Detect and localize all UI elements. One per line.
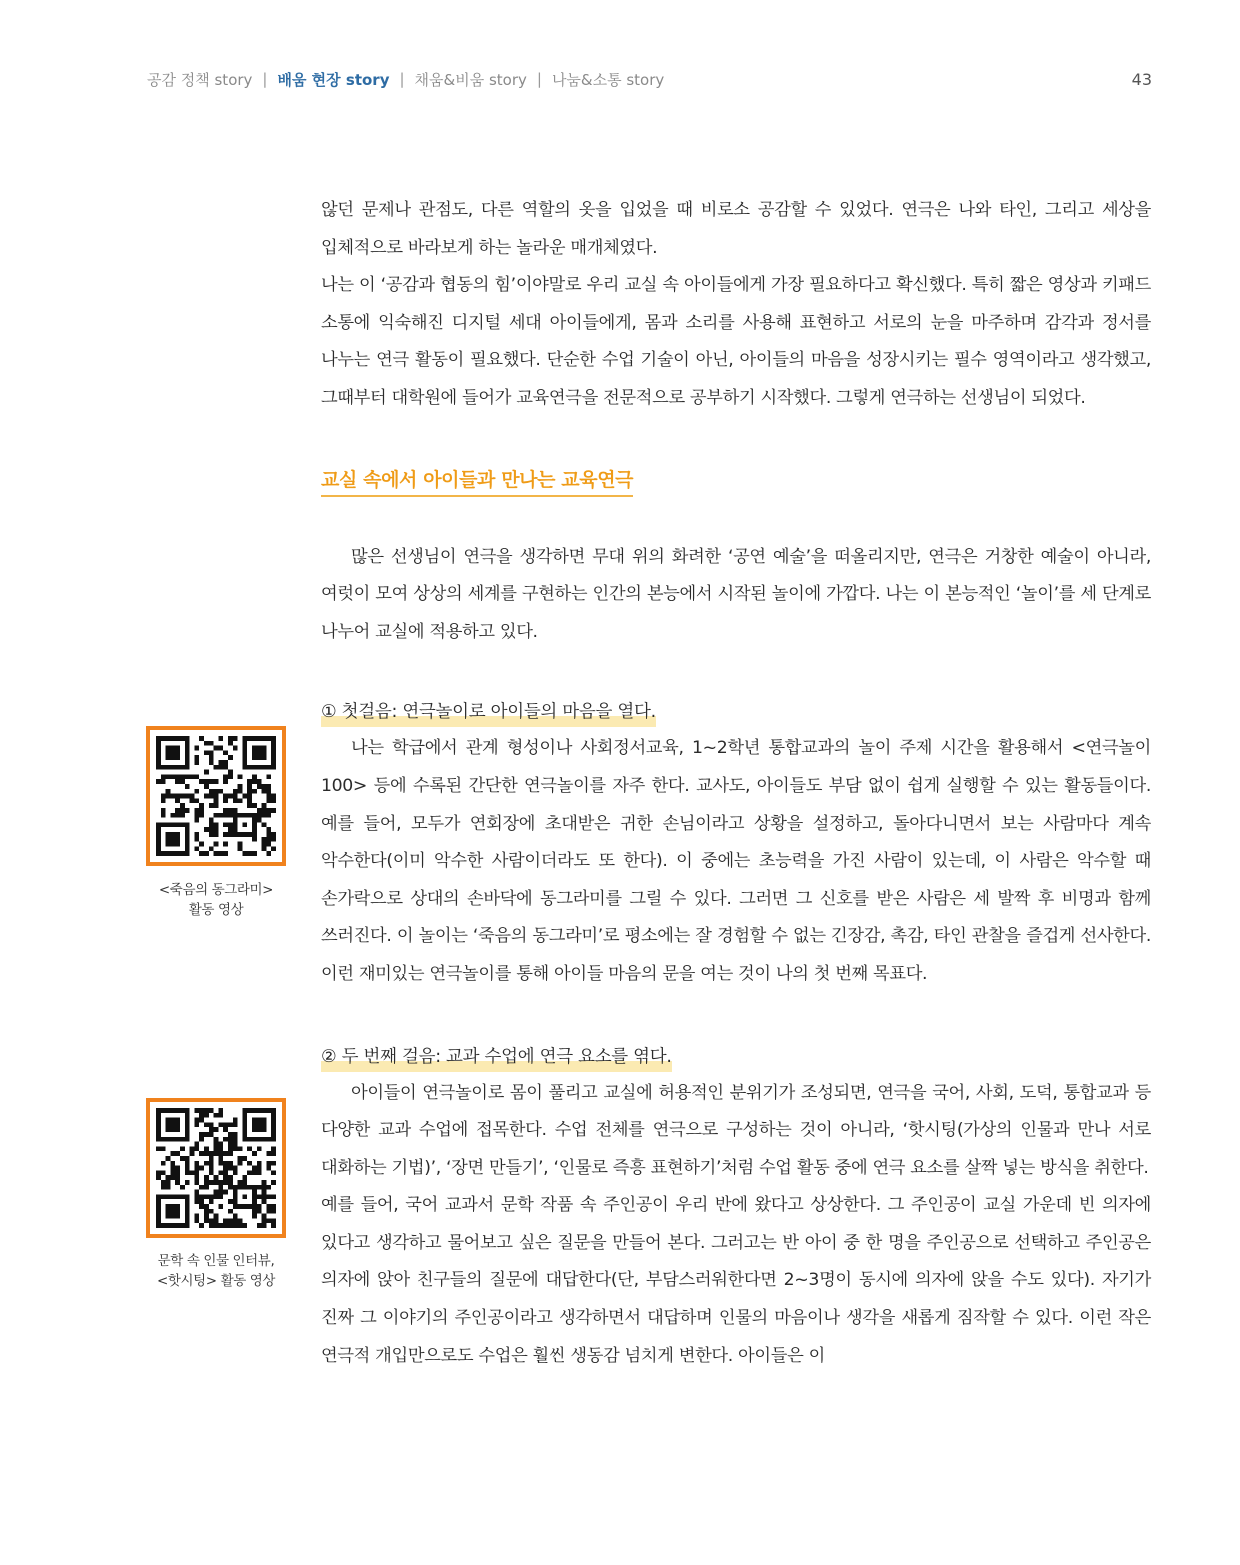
qr-code-icon [156,736,276,856]
running-header [147,66,1152,92]
nav-item-fill-empty-story: 채움&비움 story [414,70,527,89]
qr-caption-line: <핫시팅> 활동 영상 [156,1273,276,1289]
nav-item-learning-field-story: 배움 현장 story [277,70,390,89]
qr-code-circle-of-death[interactable] [146,726,286,866]
nav-item-share-communicate-story: 나눔&소통 story [551,70,665,89]
paragraph: 나는 이 ‘공감과 협동의 힘’이야말로 우리 교실 속 아이들에게 가장 필요하다고 확신했다. 특히 짧은 영상과 키패드 소통에 익숙해진 디지털 세대 아이들에게, 몸과 소리를 사용해 표현하고 서로의 눈을 마주하며 감각과 정서를 나누는 연극 활동이 필요했다. 단순한 수업 기술이 아닌, 아이들의 마음을 성장시키는 필수 영역이라고 생각했고, 그때부터 대학원에 들어가 교육연극을 전문적으로 공부하기 시작했다. 그렇게 연극하는 선생님이 되었다. [321,275,1151,408]
step-1-block [321,697,1151,993]
paragraph: 예를 들어, 국어 교과서 문학 작품 속 주인공이 우리 반에 왔다고 상상한다. 그 주인공이 교실 가운데 빈 의자에 있다고 생각하고 물어보고 싶은 질문을 만들어 본다. 그러고는 반 아이 중 한 명을 주인공으로 선택하고 주인공은 의자에 앉아 친구들의 질문에 대답한다(단, 부담스러워한다면 2~3명이 동시에 의자에 앉을 수도 있다). 자기가 진짜 그 이야기의 주인공이라고 생각하면서 대답하며 인물의 마음이나 생각을 새롭게 짐작할 수 있다. 이런 작은 연극적 개입만으로도 수업은 훨씬 생동감 넘치게 변한다. 아이들은 이 [321,1195,1151,1366]
qr-code-icon [156,1108,276,1228]
page-number: 43 [1131,69,1152,89]
nav-separator: | [399,70,405,88]
qr-caption-line: 문학 속 인물 인터뷰, [157,1253,275,1269]
qr-caption-line: 활동 영상 [188,902,244,918]
nav-item-policy-story: 공감 정책 story [147,70,253,89]
paragraph: 않던 문제나 관점도, 다른 역할의 옷을 입었을 때 비로소 공감할 수 있었다. 연극은 나와 타인, 그리고 세상을 입체적으로 바라보게 하는 놀라운 매개체였다. [321,200,1151,258]
qr-caption-circle-of-death [116,880,316,920]
paragraph: 나는 학급에서 관계 형성이나 사회정서교육, 1~2학년 통합교과의 놀이 주제 시간을 활용해서 <연극놀이 100> 등에 수록된 간단한 연극놀이를 자주 한다. 교사도, 아이들도 부담 없이 쉽게 실행할 수 있는 활동들이다. 예를 들어, 모두가 연회장에 초대받은 귀한 손님이라고 상황을 설정하고, 돌아다니면서 보는 사람마다 계속 악수한다(이미 악수한 사람이더라도 또 한다). 이 중에는 초능력을 가진 사람이 있는데, 이 사람은 악수할 때 손가락으로 상대의 손바닥에 동그라미를 그릴 수 있다. 그러면 그 신호를 받은 사람은 세 발짝 후 비명과 함께 쓰러진다. 이 놀이는 ‘죽음의 동그라미’로 평소에는 잘 경험할 수 없는 긴장감, 촉감, 타인 관찰을 즐겁게 선사한다. 이런 재미있는 연극놀이를 통해 아이들 마음의 문을 여는 것이 나의 첫 번째 목표다. [321,738,1151,984]
qr-caption-line: <죽음의 동그라미> [158,882,274,898]
section-title: 교실 속에서 아이들과 만나는 교육연극 [321,465,633,497]
paragraph: 아이들이 연극놀이로 몸이 풀리고 교실에 허용적인 분위기가 조성되면, 연극을 국어, 사회, 도덕, 통합교과 등 다양한 교과 수업에 접목한다. 수업 전체를 연극으로 구성하는 것이 아니라, ‘핫시팅(가상의 인물과 만나 서로 대화하는 기법)’, ‘장면 만들기’, ‘인물로 즉흥 표현하기’처럼 수업 활동 중에 연극 요소를 살짝 넣는 방식을 취한다. [321,1082,1151,1178]
paragraph: 많은 선생님이 연극을 생각하면 무대 위의 화려한 ‘공연 예술’을 떠올리지만, 연극은 거창한 예술이 아니라, 여럿이 모여 상상의 세계를 구현하는 인간의 본능에서 시작된 놀이에 가깝다. 나는 이 본능적인 ‘놀이’를 세 단계로 나누어 교실에 적용하고 있다. [321,546,1151,642]
nav-separator: | [536,70,542,88]
step-2-title: ② 두 번째 걸음: 교과 수업에 연극 요소를 엮다. [321,1042,672,1072]
nav-separator: | [262,70,268,88]
step-2-block [321,1042,1151,1376]
qr-code-hot-seating[interactable] [146,1098,286,1238]
step-1-title: ① 첫걸음: 연극놀이로 아이들의 마음을 열다. [321,697,656,727]
article-body [321,192,1151,1375]
qr-caption-hot-seating [116,1251,316,1291]
